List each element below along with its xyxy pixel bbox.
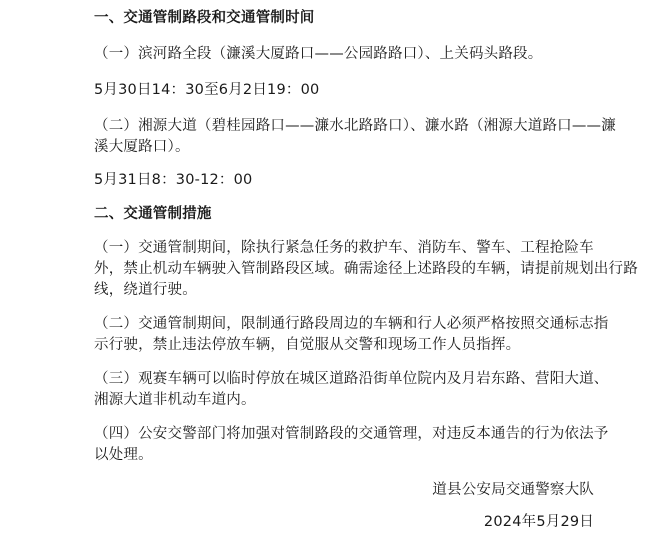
control-time-2: 5月31日8：30-12：00 (94, 172, 253, 188)
section-heading-control-sections: 一、交通管制路段和交通管制时间 (94, 10, 315, 26)
measure-2-line-1: （二）交通管制期间，限制通行路段周边的车辆和行人必须严格按照交通标志指 (94, 316, 609, 332)
issuer-signature: 道县公安局交通警察大队 (432, 482, 594, 498)
control-section-2-line-2: 溪大厦路口）。 (94, 139, 190, 155)
control-section-2-line-1: （二）湘源大道（碧桂园路口——濂水北路路口）、濂水路（湘源大道路口——濂 (94, 118, 616, 134)
control-time-1: 5月30日14：30至6月2日19：00 (94, 82, 320, 98)
issue-date: 2024年5月29日 (483, 514, 594, 530)
measure-1-line-1: （一）交通管制期间，除执行紧急任务的救护车、消防车、警车、工程抢险车 (94, 240, 594, 256)
measure-1-line-3: 线，绕道行驶。 (94, 282, 197, 298)
measure-4-line-1: （四）公安交警部门将加强对管制路段的交通管理，对违反本通告的行为依法予 (94, 426, 609, 442)
section-heading-control-measures: 二、交通管制措施 (94, 206, 212, 222)
measure-1-line-2: 外，禁止机动车辆驶入管制路段区域。确需途径上述路段的车辆，请提前规划出行路 (94, 261, 638, 277)
control-section-1: （一）滨河路全段（濂溪大厦路口——公园路路口）、上关码头路段。 (94, 46, 543, 62)
measure-2-line-2: 示行驶，禁止违法停放车辆，自觉服从交警和现场工作人员指挥。 (94, 337, 521, 353)
measure-4-line-2: 以处理。 (94, 447, 153, 463)
measure-3-line-1: （三）观赛车辆可以临时停放在城区道路沿街单位院内及月岩东路、营阳大道、 (94, 371, 609, 387)
measure-3-line-2: 湘源大道非机动车道内。 (94, 392, 256, 408)
